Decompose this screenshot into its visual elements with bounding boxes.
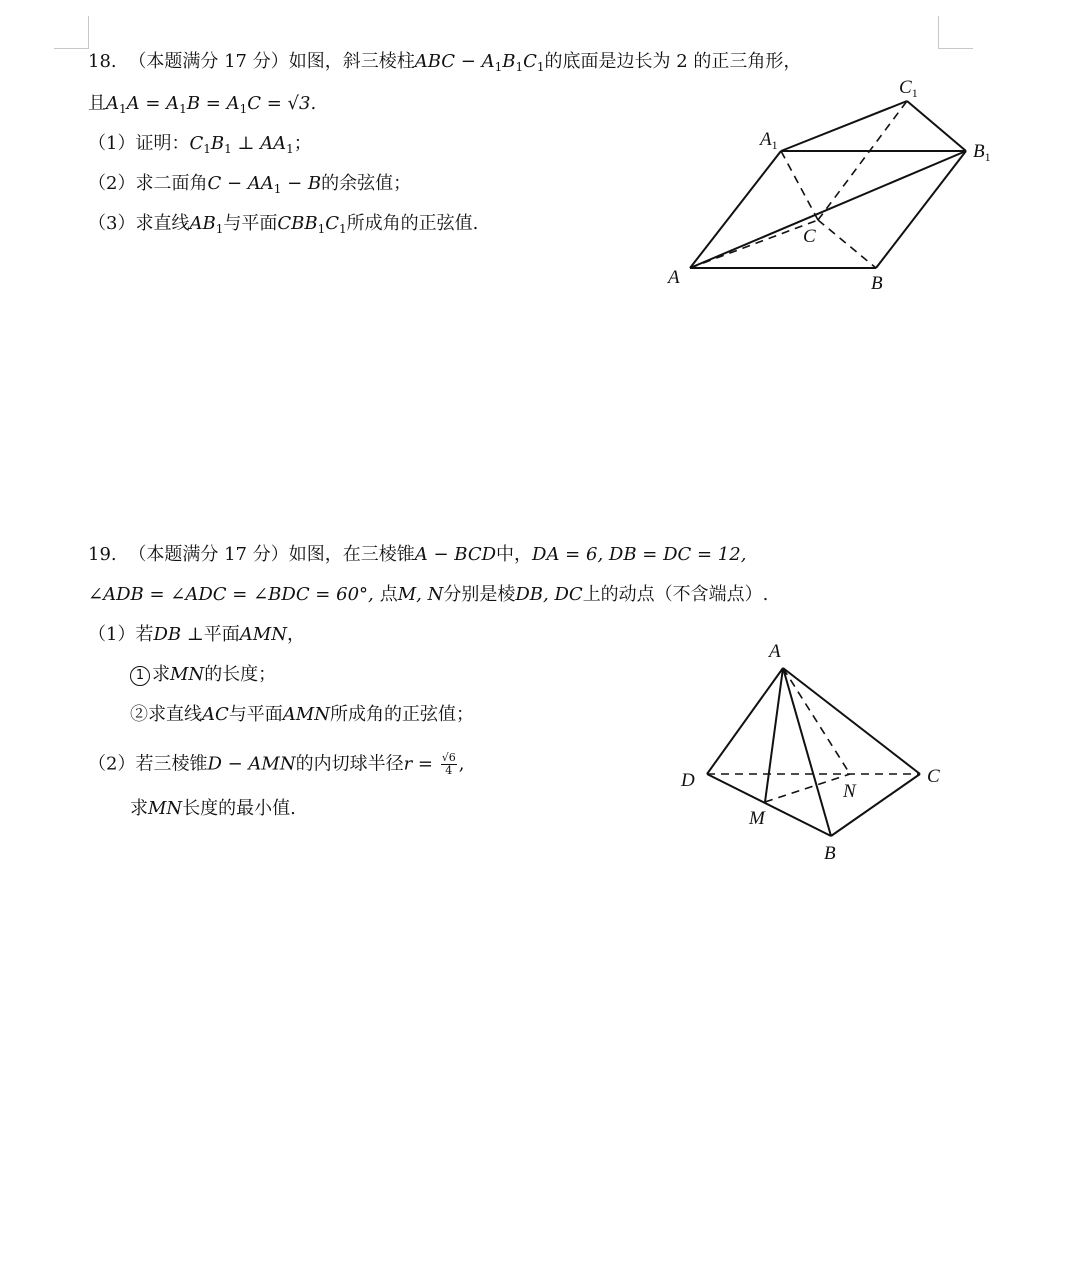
q19-part-1: （1）若DB ⊥平面AMN， bbox=[88, 624, 305, 645]
q19-label-D: D bbox=[681, 770, 695, 791]
q18-label-B: B bbox=[871, 273, 883, 294]
q19-label-B: B bbox=[824, 843, 836, 864]
q19-stem-line1: 19. （本题满分 17 分）如图，在三棱锥A − BCD中，DA = 6, DB = DC = 12, bbox=[88, 544, 747, 565]
q18-label-C: C bbox=[803, 226, 816, 247]
q18-hidden-edges bbox=[690, 101, 907, 268]
edge-C1B1 bbox=[907, 101, 966, 151]
q18-prism-figure bbox=[660, 76, 1000, 296]
q18-label-A: A bbox=[668, 267, 680, 288]
inradius-fraction: $\frac{√6}{4}$ bbox=[441, 751, 456, 777]
q18-label-C1: $C_1$ bbox=[899, 77, 918, 100]
edge-DB bbox=[707, 774, 831, 836]
edge-AN bbox=[783, 668, 850, 774]
q18-part-3: （3）求直线$AB_1$与平面$CBB_1C_1$所成角的正弦值. bbox=[88, 213, 479, 236]
q19-pyramid-figure bbox=[670, 636, 960, 866]
q19-hidden-edges bbox=[707, 668, 920, 802]
q19-label-M: M bbox=[749, 808, 765, 829]
q18-label-A1: $A_1$ bbox=[760, 129, 778, 152]
q18-number: 18. bbox=[88, 51, 117, 72]
q18-prism: ABC − $A_1B_1C_1$ bbox=[414, 51, 545, 74]
edge-AB1 bbox=[690, 151, 966, 268]
q18-equal-lengths: $A_1A = A_1B = A_1C = √3$. bbox=[106, 93, 317, 116]
q18-header: （本题满分 17 分）如图，斜三棱柱 bbox=[128, 51, 415, 72]
q19-label-A: A bbox=[769, 641, 781, 662]
edge-BB1 bbox=[876, 151, 966, 268]
q19-part-1-sub-2: ②求直线AC与平面AMN所成角的正弦值； bbox=[130, 704, 474, 725]
edge-AC bbox=[783, 668, 920, 774]
edge-MN bbox=[765, 774, 850, 802]
q19-label-N: N bbox=[843, 781, 856, 802]
edge-CA1 bbox=[781, 151, 818, 220]
q18-stem-line1 bbox=[88, 50, 801, 79]
q19-solid-edges bbox=[707, 668, 920, 836]
q18-stem-line2: 且$A_1A = A_1B = A_1C = √3$. bbox=[88, 93, 317, 116]
q18-part-2: （2）求二面角$C - AA_1 - B$的余弦值； bbox=[88, 173, 412, 196]
q18-label-B1: $B_1$ bbox=[973, 141, 991, 164]
q19-part-1-sub-1: 1 求MN的长度； bbox=[130, 663, 276, 687]
q19-part-2-line2: 求MN长度的最小值. bbox=[130, 798, 296, 819]
edge-AB bbox=[783, 668, 831, 836]
circled-number-1: 1 bbox=[130, 666, 150, 686]
q19-number: 19. bbox=[88, 544, 117, 565]
q18-solid-edges bbox=[690, 101, 966, 268]
crop-mark-right bbox=[938, 16, 973, 49]
crop-mark-left bbox=[54, 16, 89, 49]
q19-stem-line2: ∠ADB = ∠ADC = ∠BDC = 60°, 点M, N分别是棱DB, DC上的动点（不含端点）. bbox=[88, 584, 769, 605]
q18-part-1: （1）证明：$C_1B_1$ ⊥ $AA_1$； bbox=[88, 133, 312, 156]
q19-label-C: C bbox=[927, 766, 940, 787]
q19-part-2: （2）若三棱锥D − AMN的内切球半径r = $\frac{√6}{4}$ , bbox=[88, 751, 465, 777]
edge-CB bbox=[818, 220, 876, 268]
q18-stem-end: 的底面是边长为 2 的正三角形， bbox=[544, 51, 802, 72]
